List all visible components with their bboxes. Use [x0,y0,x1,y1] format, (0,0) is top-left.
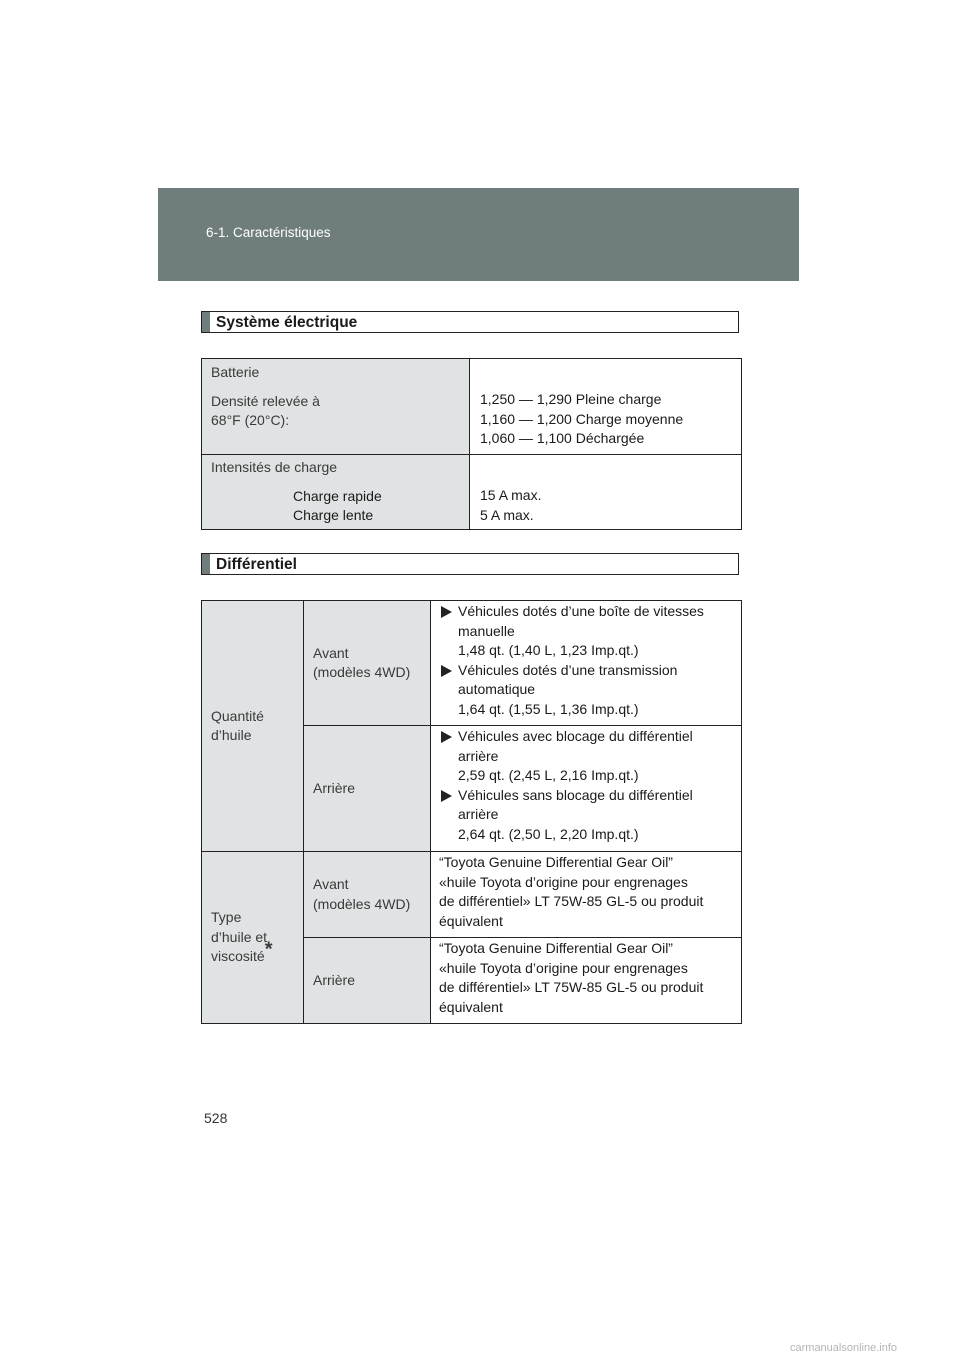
battery-label: Batterie [211,364,260,380]
front-auto-line-2: automatique [458,681,536,697]
rear-type-line-3: de différentiel» LT 75W-85 GL-5 ou produit [439,979,704,995]
density-values-cell [470,359,742,455]
front-type-row [202,852,742,938]
rear-type-line-2: «huile Toyota d’origine pour engrenages [439,959,688,976]
front-manual-item [441,602,733,661]
charge-slow-label: Charge lente [293,507,374,523]
density-label-1: Densité relevée à [211,392,320,409]
rear-type-label: Arrière [313,971,356,988]
rear-with-lock-line-2: arrière [458,747,499,764]
electrical-section-title [201,311,739,333]
differential-title-text: Différentiel [216,556,297,573]
title-accent-bar [202,554,210,574]
rear-qty-cell [431,726,742,852]
front-manual-qty: 1,48 qt. (1,40 L, 1,23 Imp.qt.) [458,642,639,658]
rear-type-line-4: équivalent [439,998,503,1015]
rear-with-lock-item [441,727,733,786]
electrical-title-text: Système électrique [216,314,358,331]
front-type-cell [431,852,742,938]
front-label-cell [304,601,431,726]
triangle-bullet-icon [441,665,452,677]
density-value-medium: 1,160 — 1,200 Charge moyenne [480,410,684,427]
front-label-2: (modèles 4WD) [313,664,411,680]
asterisk-note: * [264,938,273,961]
oil-type-label-3: viscosité [211,948,265,965]
density-label-2: 68°F (20°C): [211,412,290,428]
rear-type-label-cell [304,938,431,1024]
front-qty-row [202,601,742,726]
front-type-line-1: “Toyota Genuine Differential Gear Oil” [439,854,673,870]
density-value-full: 1,250 — 1,290 Pleine charge [480,391,662,407]
front-label-1: Avant [313,644,349,661]
battery-row [202,359,742,455]
front-type-label-1: Avant [313,876,349,892]
front-type-line-3: de différentiel» LT 75W-85 GL-5 ou produit [439,893,704,909]
front-type-line-4: équivalent [439,912,503,929]
triangle-bullet-icon [441,731,452,743]
front-auto-line-1: Véhicules dotés d’une transmission [458,661,678,678]
section-label: 6-1. Caractéristiques [206,225,331,240]
charge-row [202,455,742,530]
front-type-line-2: «huile Toyota d’origine pour engrenages [439,873,688,890]
oil-qty-label-cell [202,601,304,852]
front-manual-line-2: manuelle [458,622,515,639]
front-manual-line-1: Véhicules dotés d’une boîte de vitesses [458,603,704,619]
rear-without-lock-line-1: Véhicules sans blocage du différentiel [458,786,693,803]
density-value-discharged: 1,060 — 1,100 Déchargée [480,430,645,446]
title-accent-bar [202,312,210,332]
rear-without-lock-qty: 2,64 qt. (2,50 L, 2,20 Imp.qt.) [458,825,639,842]
charge-fast-value: 15 A max. [480,487,542,503]
rear-label-cell [304,726,431,852]
rear-with-lock-qty: 2,59 qt. (2,45 L, 2,16 Imp.qt.) [458,767,639,783]
rear-with-lock-line-1: Véhicules avec blocage du différentiel [458,728,693,744]
front-qty-cell [431,601,742,726]
footer-logo[interactable]: carmanualsonline.info [790,1342,898,1354]
page-number: 528 [204,1110,228,1126]
rear-type-cell [431,938,742,1024]
front-type-label-2: (modèles 4WD) [313,895,411,912]
oil-qty-label-2: d’huile [211,727,252,743]
differential-section-title [201,553,739,575]
charge-values-cell [470,455,742,530]
battery-label-cell [202,359,470,455]
front-auto-item [441,661,733,720]
triangle-bullet-icon [441,790,452,802]
rear-without-lock-line-2: arrière [458,806,499,822]
front-auto-qty: 1,64 qt. (1,55 L, 1,36 Imp.qt.) [458,700,639,717]
oil-type-label-1: Type [211,909,242,926]
rear-type-line-1: “Toyota Genuine Differential Gear Oil” [439,940,673,956]
differential-table [201,600,742,1024]
rear-label: Arrière [313,779,356,796]
charge-fast-label: Charge rapide [293,487,382,504]
charge-label-cell [202,455,470,530]
oil-type-label-2: d’huile et [211,928,268,945]
oil-type-label-cell [202,852,304,1024]
electrical-table [201,358,742,530]
rear-without-lock-item [441,786,733,845]
triangle-bullet-icon [441,606,452,618]
oil-type-label-3-wrap [211,938,294,967]
charge-slow-value: 5 A max. [480,506,534,523]
oil-qty-label-1: Quantité [211,707,264,724]
charge-label: Intensités de charge [211,459,338,475]
front-type-label-cell [304,852,431,938]
